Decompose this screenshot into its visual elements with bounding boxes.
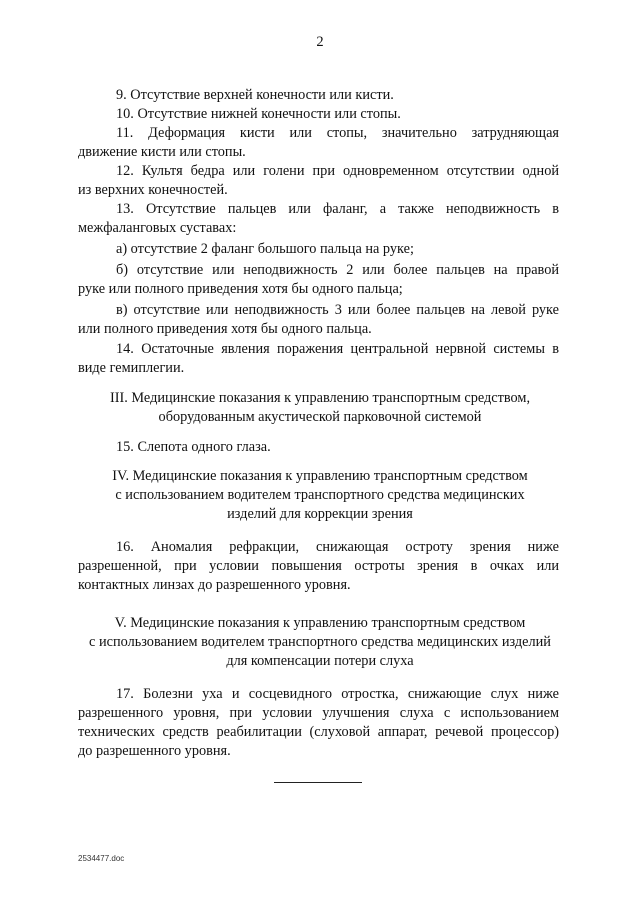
item-13-b-line-1: б) отсутствие или неподвижность 2 или более пальцев на правой — [116, 262, 559, 278]
item-13-line-2: межфаланговых суставах: — [78, 220, 237, 236]
section-5-heading-line-2: с использованием водителем транспортного средства медицинских изделий — [89, 634, 551, 650]
section-5-heading-line-3: для компенсации потери слуха — [226, 653, 414, 669]
item-10: 10. Отсутствие нижней конечности или стопы. — [116, 106, 401, 122]
item-17-line-1: 17. Болезни уха и сосцевидного отростка, снижающие слух ниже — [116, 686, 559, 702]
item-15: 15. Слепота одного глаза. — [116, 439, 271, 455]
section-3-heading-line-2: оборудованным акустической парковочной системой — [158, 409, 482, 425]
page-number: 2 — [316, 34, 324, 50]
item-9: 9. Отсутствие верхней конечности или кисти. — [116, 87, 394, 103]
item-13-b-line-2: руке или полного приведения хотя бы одного пальца; — [78, 281, 403, 297]
footer-filename: 2534477.doc — [78, 854, 125, 863]
item-14-line-2: виде гемиплегии. — [78, 360, 185, 376]
item-11-line-1: 11. Деформация кисти или стопы, значительно затрудняющая — [116, 125, 559, 141]
item-16-line-1: 16. Аномалия рефракции, снижающая остроту зрения ниже — [116, 539, 559, 555]
section-5-heading-line-1: V. Медицинские показания к управлению транспортным средством — [114, 615, 526, 631]
item-16-line-2: разрешенной, при условии повышения остроты зрения в очках или — [78, 558, 559, 574]
item-17-line-3: технических средств реабилитации (слуховой аппарат, речевой процессор) — [78, 724, 559, 740]
item-17-line-2: разрешенного уровня, при условии улучшения слуха с использованием — [78, 705, 559, 721]
section-3-heading-line-1: III. Медицинские показания к управлению транспортным средством, — [109, 390, 531, 406]
section-4-heading-line-1: IV. Медицинские показания к управлению транспортным средством — [112, 468, 528, 484]
item-12-line-1: 12. Культя бедра или голени при одновременном отсутствии одной — [116, 163, 559, 179]
item-12-line-2: из верхних конечностей. — [78, 182, 228, 198]
item-13-line-1: 13. Отсутствие пальцев или фаланг, а также неподвижность в — [116, 201, 559, 217]
end-separator-line — [274, 782, 362, 783]
item-16-line-3: контактных линзах до разрешенного уровня. — [78, 577, 351, 593]
item-13-c-line-2: или полного приведения хотя бы одного пальца. — [78, 321, 372, 337]
section-4-heading-line-3: изделий для коррекции зрения — [227, 506, 413, 522]
section-4-heading-line-2: с использованием водителем транспортного средства медицинских — [115, 487, 525, 503]
item-17-line-4: до разрешенного уровня. — [78, 743, 231, 759]
item-13-c-line-1: в) отсутствие или неподвижность 3 или более пальцев на левой руке — [116, 302, 559, 318]
item-14-line-1: 14. Остаточные явления поражения центральной нервной системы в — [116, 341, 559, 357]
item-13-a: а) отсутствие 2 фаланг большого пальца на руке; — [116, 241, 414, 257]
item-11-line-2: движение кисти или стопы. — [78, 144, 246, 160]
